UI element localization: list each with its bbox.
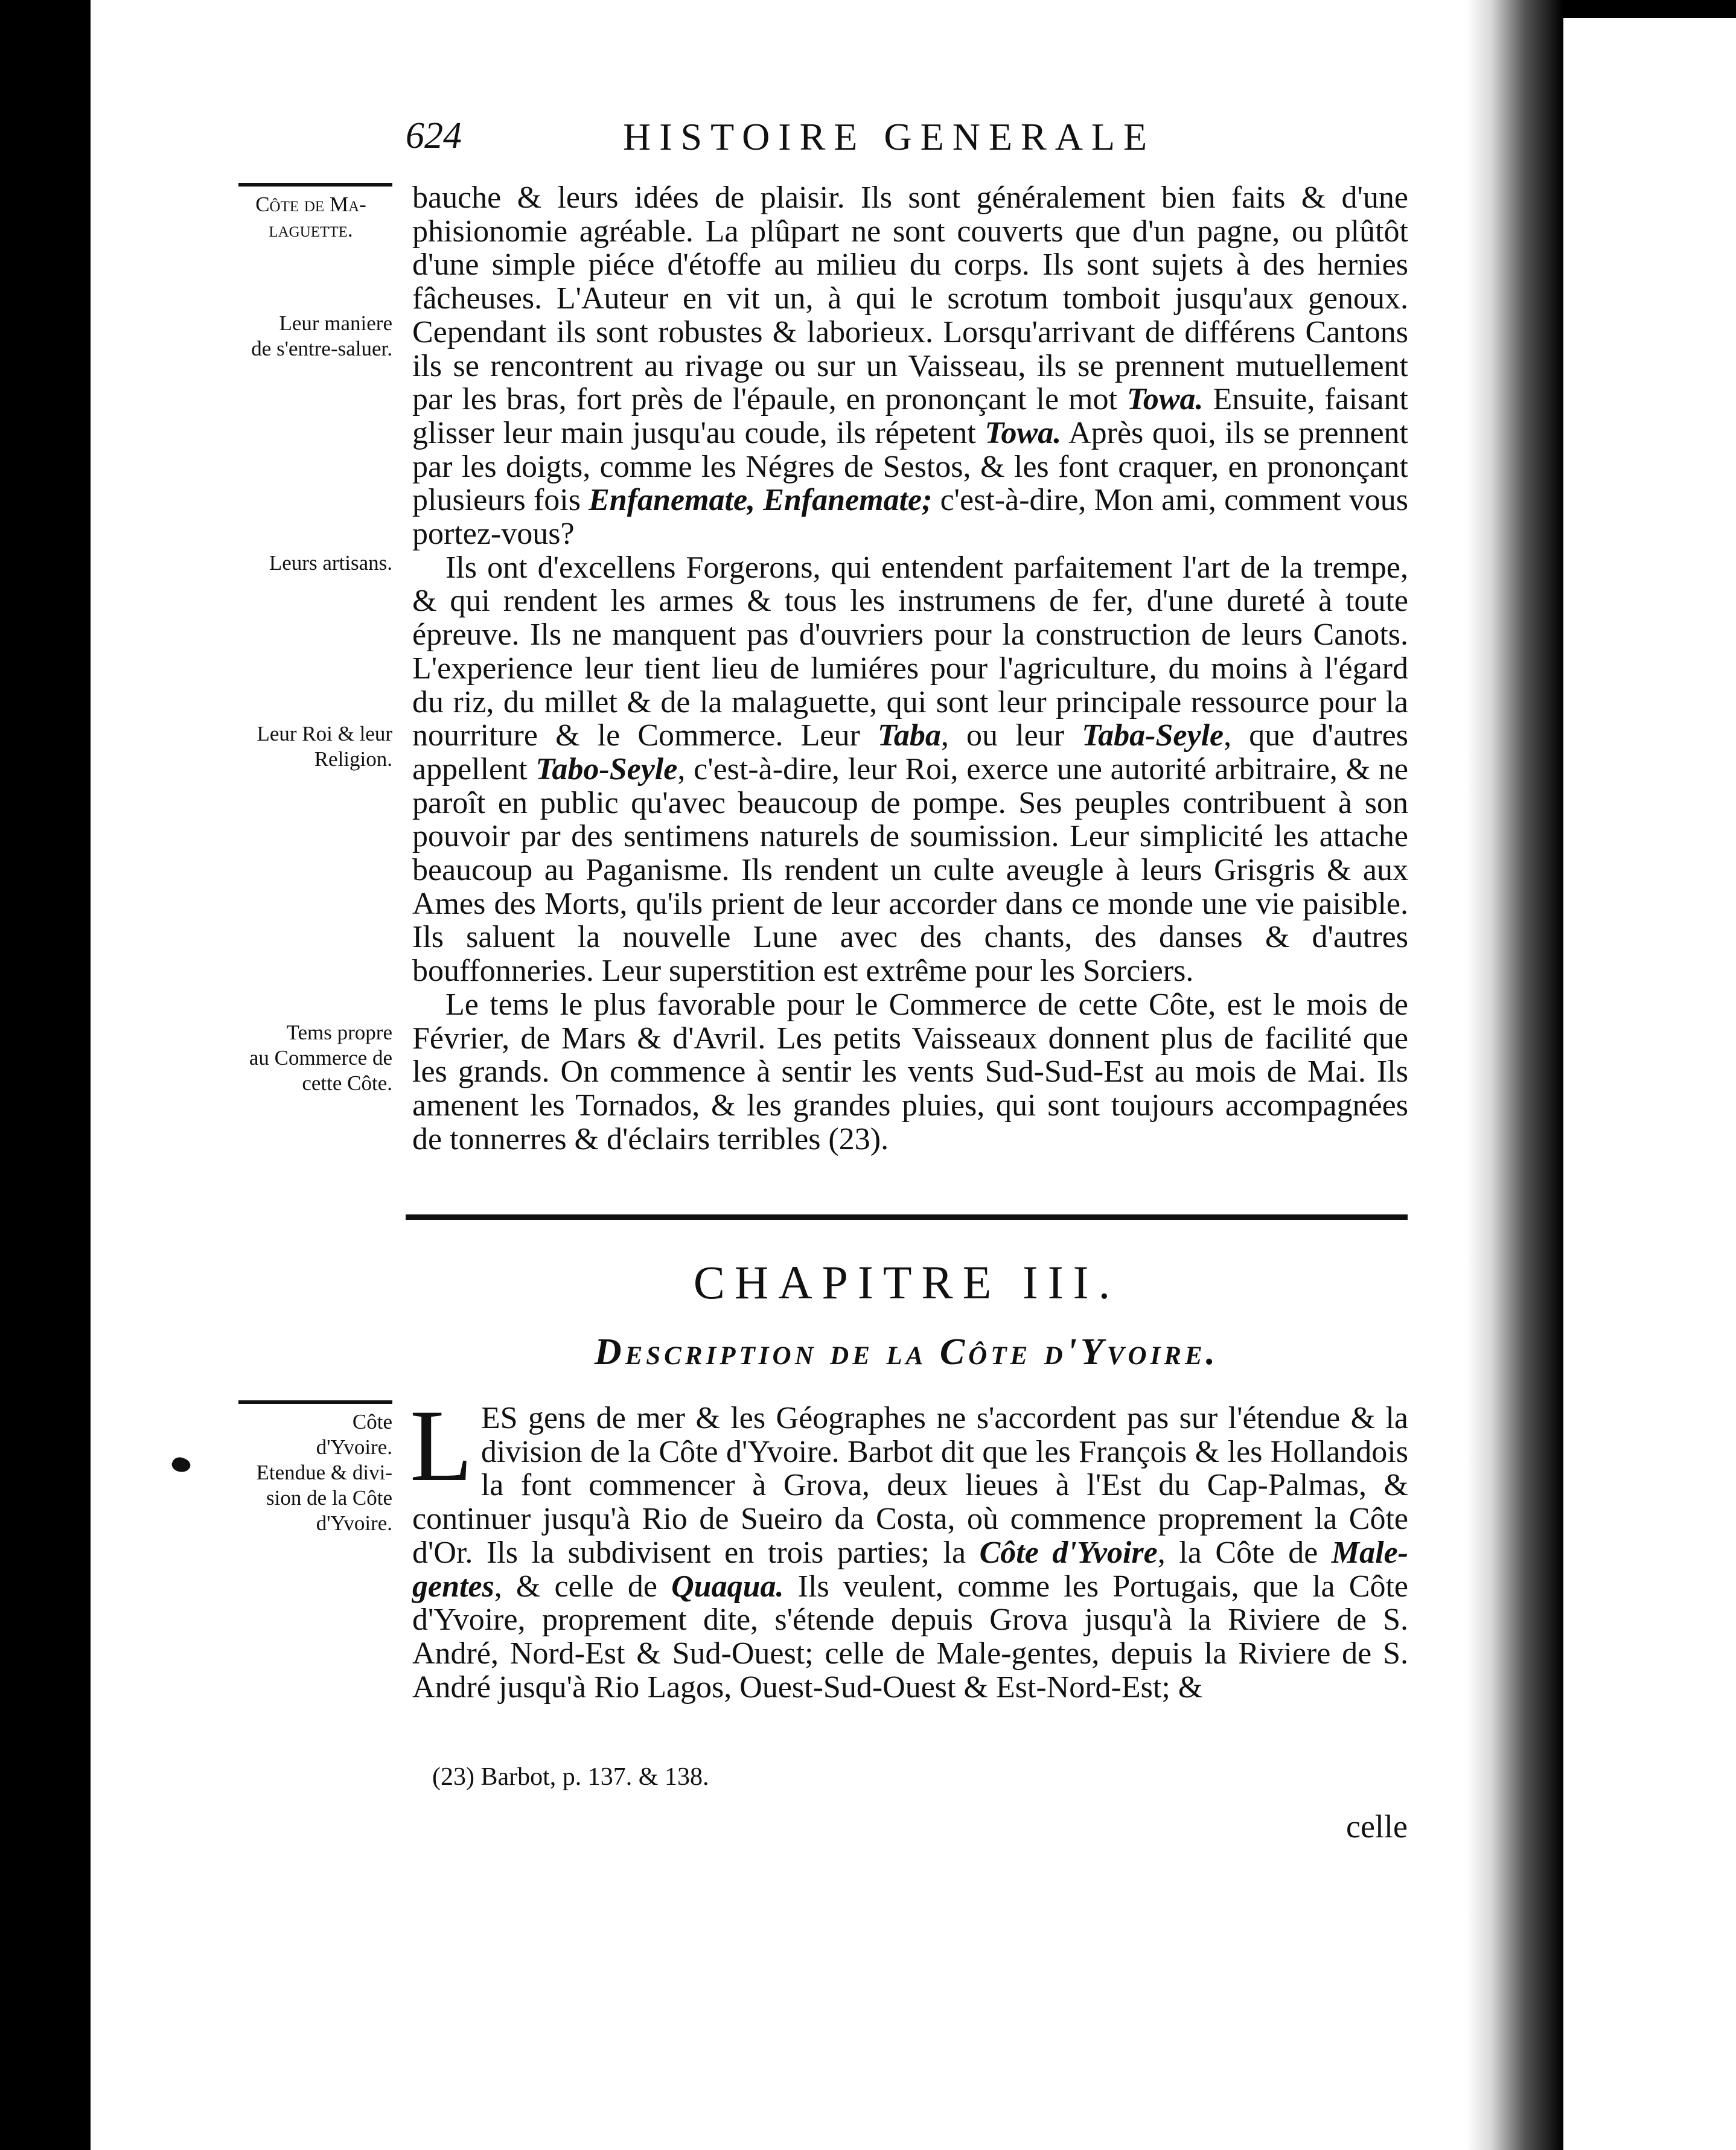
paragraph-2: Ils ont d'excellens Forgerons, qui entendent parfaitement l'art de la trempe, & qui rendent les armes & tous les instrumens de fer, d'une dureté à toute épreuve. Ils ne manquent pas d'ouvriers pour la construction de leurs Canots. L'experience leur tient lieu de lumiéres pour l'agriculture, du moins à l'égard du riz, du millet & de la malaguette, qui sont leur principale ressource pour la nourriture & le Commerce. Leur Taba, ou leur Taba-Seyle, que d'autres appellent Tabo-Seyle, c'est-à-dire, leur Roi, exerce une autorité arbitraire, & ne paroît en public qu'avec beaucoup de pompe. Ses peuples contribuent à son pouvoir par des sentimens naturels de soumission. Leur simplicité les attache beaucoup au Paganisme. Ils rendent un culte aveugle à leurs Grisgris & aux Ames des Morts, qu'ils prient de leur accorder dans ce monde une vie paisible. Ils saluent la nouvelle Lune avec des chants, des danses & d'autres bouffonneries. Leur superstition est extrême pour les Sorciers.: [412, 550, 1409, 989]
paragraph-1: bauche & leurs idées de plaisir. Ils sont généralement bien faits & d'une phisionomie agréable. La plûpart ne sont couverts que d'un pagne, ou plûtôt d'une simple piéce d'étoffe au milieu du corps. Ils sont sujets à des hernies fâcheuses. L'Auteur en vit un, à qui le scrotum tomboit jusqu'aux genoux. Cependant ils sont robustes & laborieux. Lorsqu'arrivant de différens Cantons ils se rencontrent au rivage ou sur un Vaisseau, ils se prennent mutuellement par les bras, fort près de l'épaule, en prononçant le mot Towa. Ensuite, faisant glisser leur main jusqu'au coude, ils répetent Towa. Après quoi, ils se prennent par les doigts, comme les Négres de Sestos, & les font craquer, en prononçant plusieurs fois Enfanemate, Enfanemate; c'est-à-dire, Mon ami, comment vous portez-vous?: [412, 180, 1409, 552]
margin-rule-2: [238, 1400, 392, 1404]
gutter-shadow: [1467, 0, 1563, 2150]
footnote: (23) Barbot, p. 137. & 138.: [432, 1763, 709, 1791]
margin-note-cote-malaguette: Côte de Ma- laguette.: [255, 193, 366, 241]
text-block-1: [412, 181, 1408, 1156]
chapter-rule: [406, 1214, 1408, 1220]
facing-page-edge: [1563, 18, 1736, 2150]
chapter-title: Description de la Côte d'Yvoire.: [594, 1332, 1219, 1373]
page-header: [406, 115, 1211, 169]
chapter-heading: CHAPITRE III.: [693, 1256, 1120, 1309]
margin-rule: [238, 183, 392, 187]
margin-note-tems-propre: Tems propre au Commerce de cette Côte.: [249, 1021, 392, 1095]
paragraph-4: LES gens de mer & les Géographes ne s'accordent pas sur l'étendue & la division de la Côte d'Yvoire. Barbot dit que les François & les Hollandois la font commencer à Grova, deux lieues à l'Est du Cap-Palmas, & continuer jusqu'à Rio de Sueiro da Costa, où commence proprement la Côte d'Or. Ils la subdivisent en trois parties; la Côte d'Yvoire, la Côte de Male-gentes, & celle de Quaqua. Ils veulent, comme les Portugais, que la Côte d'Yvoire, proprement dite, s'étende depuis Grova jusqu'à la Riviere de S. André, Nord-Est & Sud-Ouest; celle de Male-gentes, depuis la Riviere de S. André jusqu'à Rio Lagos, Ouest-Sud-Ouest & Est-Nord-Est; &: [410, 1389, 1408, 1705]
running-title: HISTOIRE GENERALE: [623, 115, 1156, 158]
page-number: 624: [406, 115, 462, 156]
catchword: celle: [1346, 1808, 1408, 1845]
margin-note-artisans: Leurs artisans.: [269, 551, 392, 575]
margin-note-salutation: Leur maniere de s'entre-saluer.: [251, 311, 392, 360]
margin-note-roi-religion: Leur Roi & leur Religion.: [257, 722, 392, 771]
paragraph-3: Le tems le plus favorable pour le Commerce de cette Côte, est le mois de Février, de Mars & d'Avril. Les petits Vaisseaux donnent plus de facilité que les grands. On commence à sentir les vents Sud-Sud-Est au mois de Mai. Ils amenent les Tornados, & les grandes pluies, qui sont toujours accompagnées de tonnerres & d'éclairs terribles (23).: [412, 987, 1408, 1156]
margin-note-cote-yvoire: Côte d'Yvoire. Etendue & divi- sion de la Côte d'Yvoire.: [256, 1410, 392, 1535]
text-block-2: [410, 1389, 1408, 1705]
drop-cap: L: [410, 1389, 473, 1502]
